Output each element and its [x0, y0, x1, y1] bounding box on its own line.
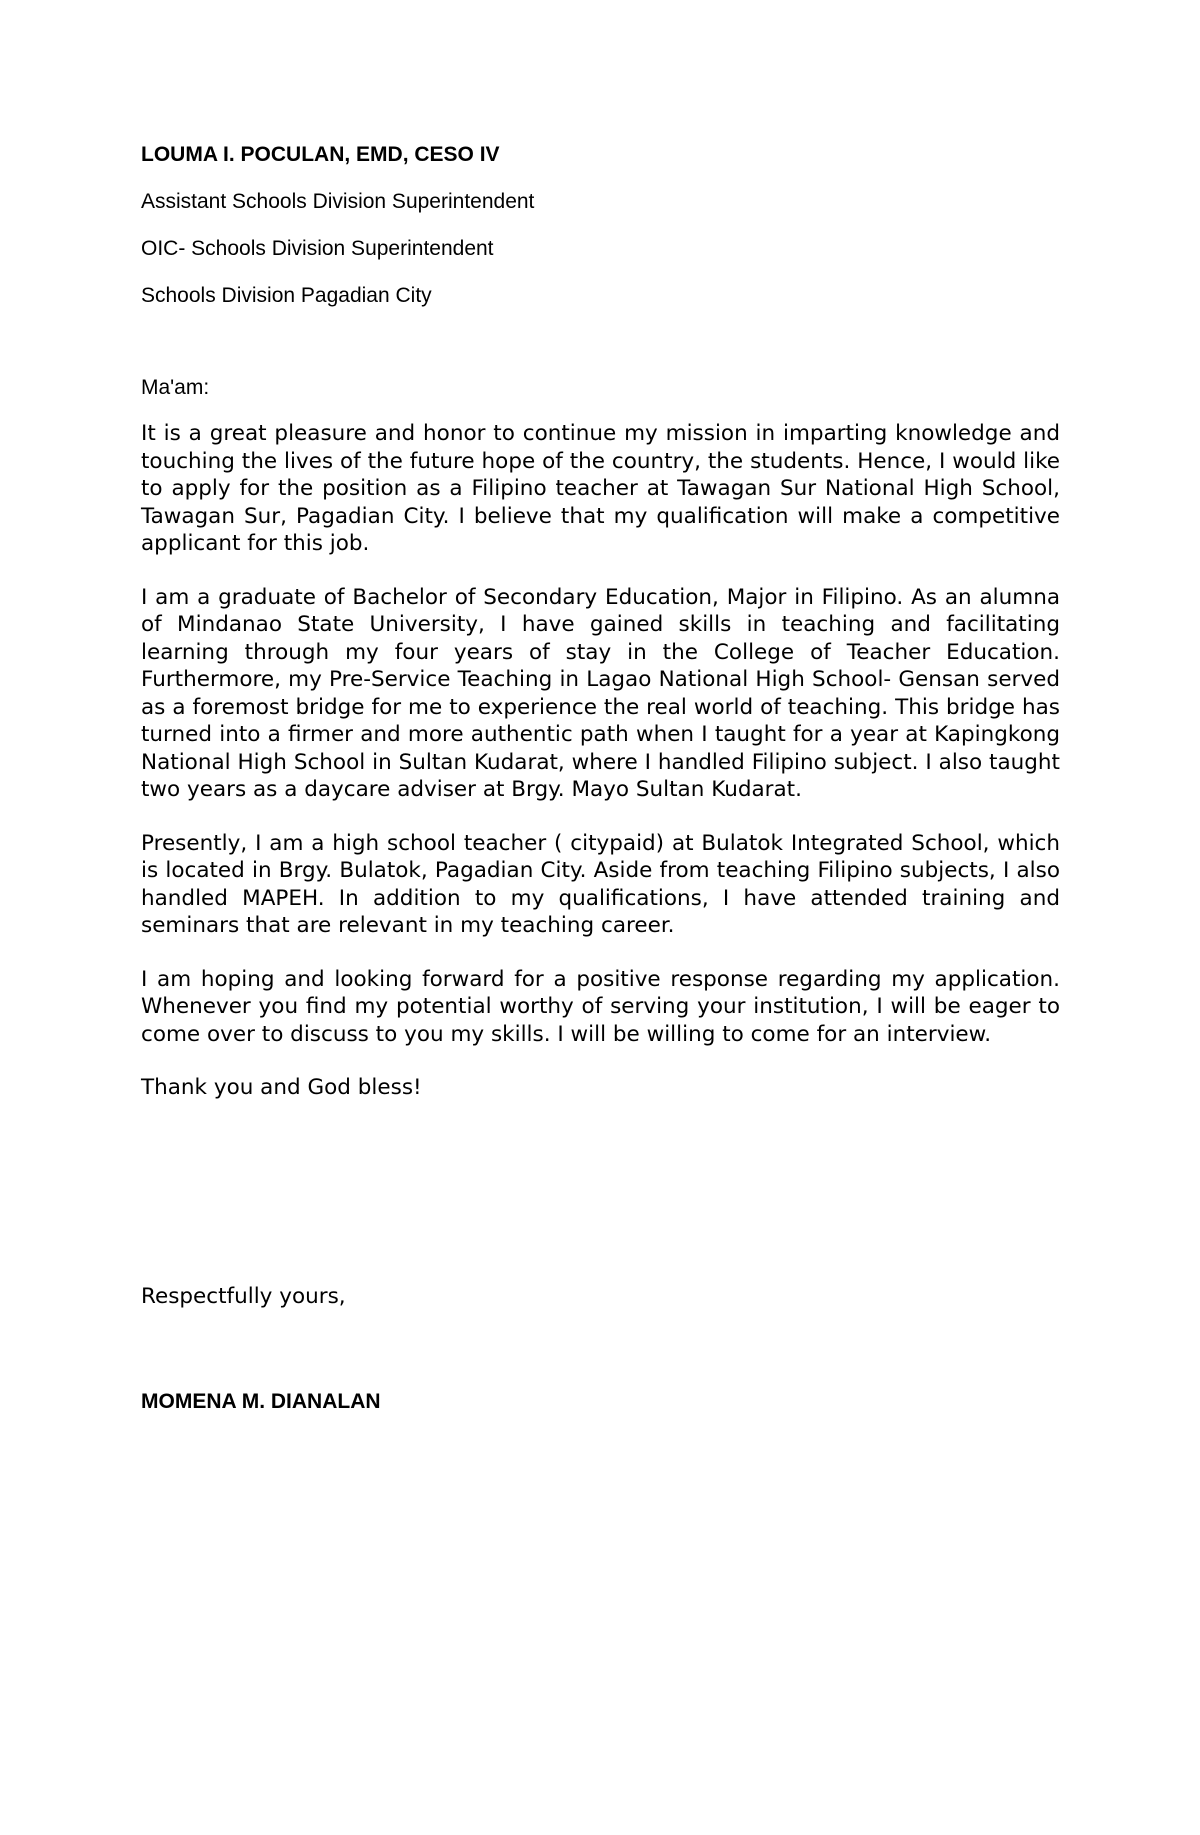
- addressee-block: [141, 141, 1061, 329]
- body-paragraph: I am a graduate of Bachelor of Secondary Education, Major in Filipino. As an alumna of Mindanao State University, I have gained skills in teaching and facilitating learning through my four years of stay in the College of Teacher Education. Furthermore, my Pre-Service Teaching in Lagao National High School- Gensan served as a foremost bridge for me to experience the real world of teaching. This bridge has turned into a firmer and more authentic path when I taught for a year at Kapingkong National High School in Sultan Kudarat, where I handled Filipino subject. I also taught two years as a daycare adviser at Brgy. Mayo Sultan Kudarat.: [141, 584, 1060, 802]
- body-paragraph: Presently, I am a high school teacher ( citypaid) at Bulatok Integrated School, which is located in Brgy. Bulatok, Pagadian City. Aside from teaching Filipino subjects, I also handled MAPEH. In addition to my qualifications, I have attended training and seminars that are relevant in my teaching career.: [141, 830, 1060, 938]
- letter-body: [141, 420, 1060, 1128]
- closing: Respectfully yours,: [141, 1284, 346, 1309]
- addressee-oic-title: OIC- Schools Division Superintendent: [141, 237, 494, 260]
- addressee-office: Schools Division Pagadian City: [141, 284, 432, 307]
- body-paragraph-thanks: Thank you and God bless!: [141, 1075, 422, 1100]
- body-paragraph: I am hoping and looking forward for a positive response regarding my application. Whenever you find my potential worthy of serving your institution, I will be eager to come over to discuss to you my skills. I will be willing to come for an interview.: [141, 966, 1060, 1047]
- addressee-name: LOUMA I. POCULAN, EMD, CESO IV: [141, 143, 500, 166]
- signature-name: MOMENA M. DIANALAN: [141, 1390, 381, 1413]
- addressee-position: Assistant Schools Division Superintendent: [141, 190, 535, 213]
- body-paragraph: It is a great pleasure and honor to continue my mission in imparting knowledge and touching the lives of the future hope of the country, the students. Hence, I would like to apply for the position as a Filipino teacher at Tawagan Sur National High School, Tawagan Sur, Pagadian City. I believe that my qualification will make a competitive applicant for this job.: [141, 421, 1060, 556]
- salutation: Ma'am:: [141, 376, 210, 399]
